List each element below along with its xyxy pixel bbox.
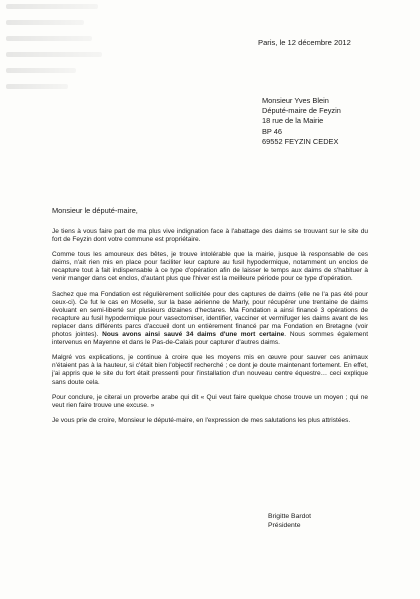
paragraph-text: Sachez que ma Fondation est régulièrement sollicitée pour des captures de daims (elle ne l'a pas été pour ceux-ci). Ce fut le cas en Moselle, sur la base aérienne de Marly, pour récupérer une trentaine de daims évoluant en semi-liberté sur plusieurs dizaines d'hectares. Ma Fondation a ainsi financé 3 opérations de recapture au fusil hypodermique pour vasectomiser, identifier, vacciner et vermifuger les daims avant de les replacer dans différents parcs d'accueil dont un entièrement financé par ma Fondation en Bretagne (voir photos jointes). xyxy=(52,290,368,339)
letter-body xyxy=(52,228,368,432)
letter-date: Paris, le 12 décembre 2012 xyxy=(258,38,351,47)
letterhead-line xyxy=(6,36,92,41)
paragraph: Comme tous les amoureux des bêtes, je trouve intolérable que la mairie, jusque là responsable de ces daims, n'ait rien mis en place pour faciliter leur capture au fusil hypodermique, notamment un enclos de recapture tout à fait indispensable à ce type d'opération afin de laisser le temps aux daims de s'habituer à venir manger dans cet enclos, d'autant plus que l'hiver est la meilleure période pour ce type d'opération. xyxy=(52,251,368,283)
letterhead-line xyxy=(6,84,68,89)
paragraph: Malgré vos explications, je continue à croire que les moyens mis en œuvre pour sauver ces animaux n'étaient pas à la hauteur, si c'était bien l'objectif recherché ; ce dont je doute maintenant fortement. En effet, j'ai appris que le site du fort était pressenti pour l'installation d'un nouveau centre équestre… ceci explique sans doute cela. xyxy=(52,354,368,386)
signature-role: Présidente xyxy=(268,522,301,529)
letterhead-line xyxy=(6,68,76,73)
recipient-address xyxy=(262,96,341,147)
paragraph xyxy=(52,291,368,348)
recipient-title: Député-maire de Feyzin xyxy=(262,106,341,116)
paragraph: Pour conclure, je citerai un proverbe arabe qui dit « Qui veut faire quelque chose trouve un moyen ; qui ne veut rien faire trouve une excuse. » xyxy=(52,393,368,409)
recipient-street: 18 rue de la Mairie xyxy=(262,116,324,126)
signature-block xyxy=(268,512,311,530)
letterhead-line xyxy=(6,52,102,57)
recipient-city: 69552 FEYZIN CEDEX xyxy=(262,136,339,146)
signature-name: Brigitte Bardot xyxy=(268,513,312,520)
recipient-name: Monsieur Yves Blein xyxy=(262,96,329,105)
faded-letterhead xyxy=(6,4,126,100)
recipient-bp: BP 46 xyxy=(262,126,282,136)
paragraph: Je vous prie de croire, Monsieur le député-maire, en l'expression de mes salutations les plus attristées. xyxy=(52,416,351,424)
letterhead-line xyxy=(6,4,98,9)
letterhead-line xyxy=(6,20,84,25)
paragraph: Je tiens à vous faire part de ma plus vive indignation face à l'abattage des daims se trouvant sur le site du fort de Feyzin dont votre commune est propriétaire. xyxy=(52,228,368,244)
paragraph-bold-text: Nous avons ainsi sauvé 34 daims d'une mort certaine xyxy=(102,331,285,339)
paragraph-text: . Nous sommes également intervenus en Mayenne et dans le Pas-de-Calais pour capturer d'autres daims. xyxy=(52,331,369,347)
salutation: Monsieur le député-maire, xyxy=(52,206,138,215)
